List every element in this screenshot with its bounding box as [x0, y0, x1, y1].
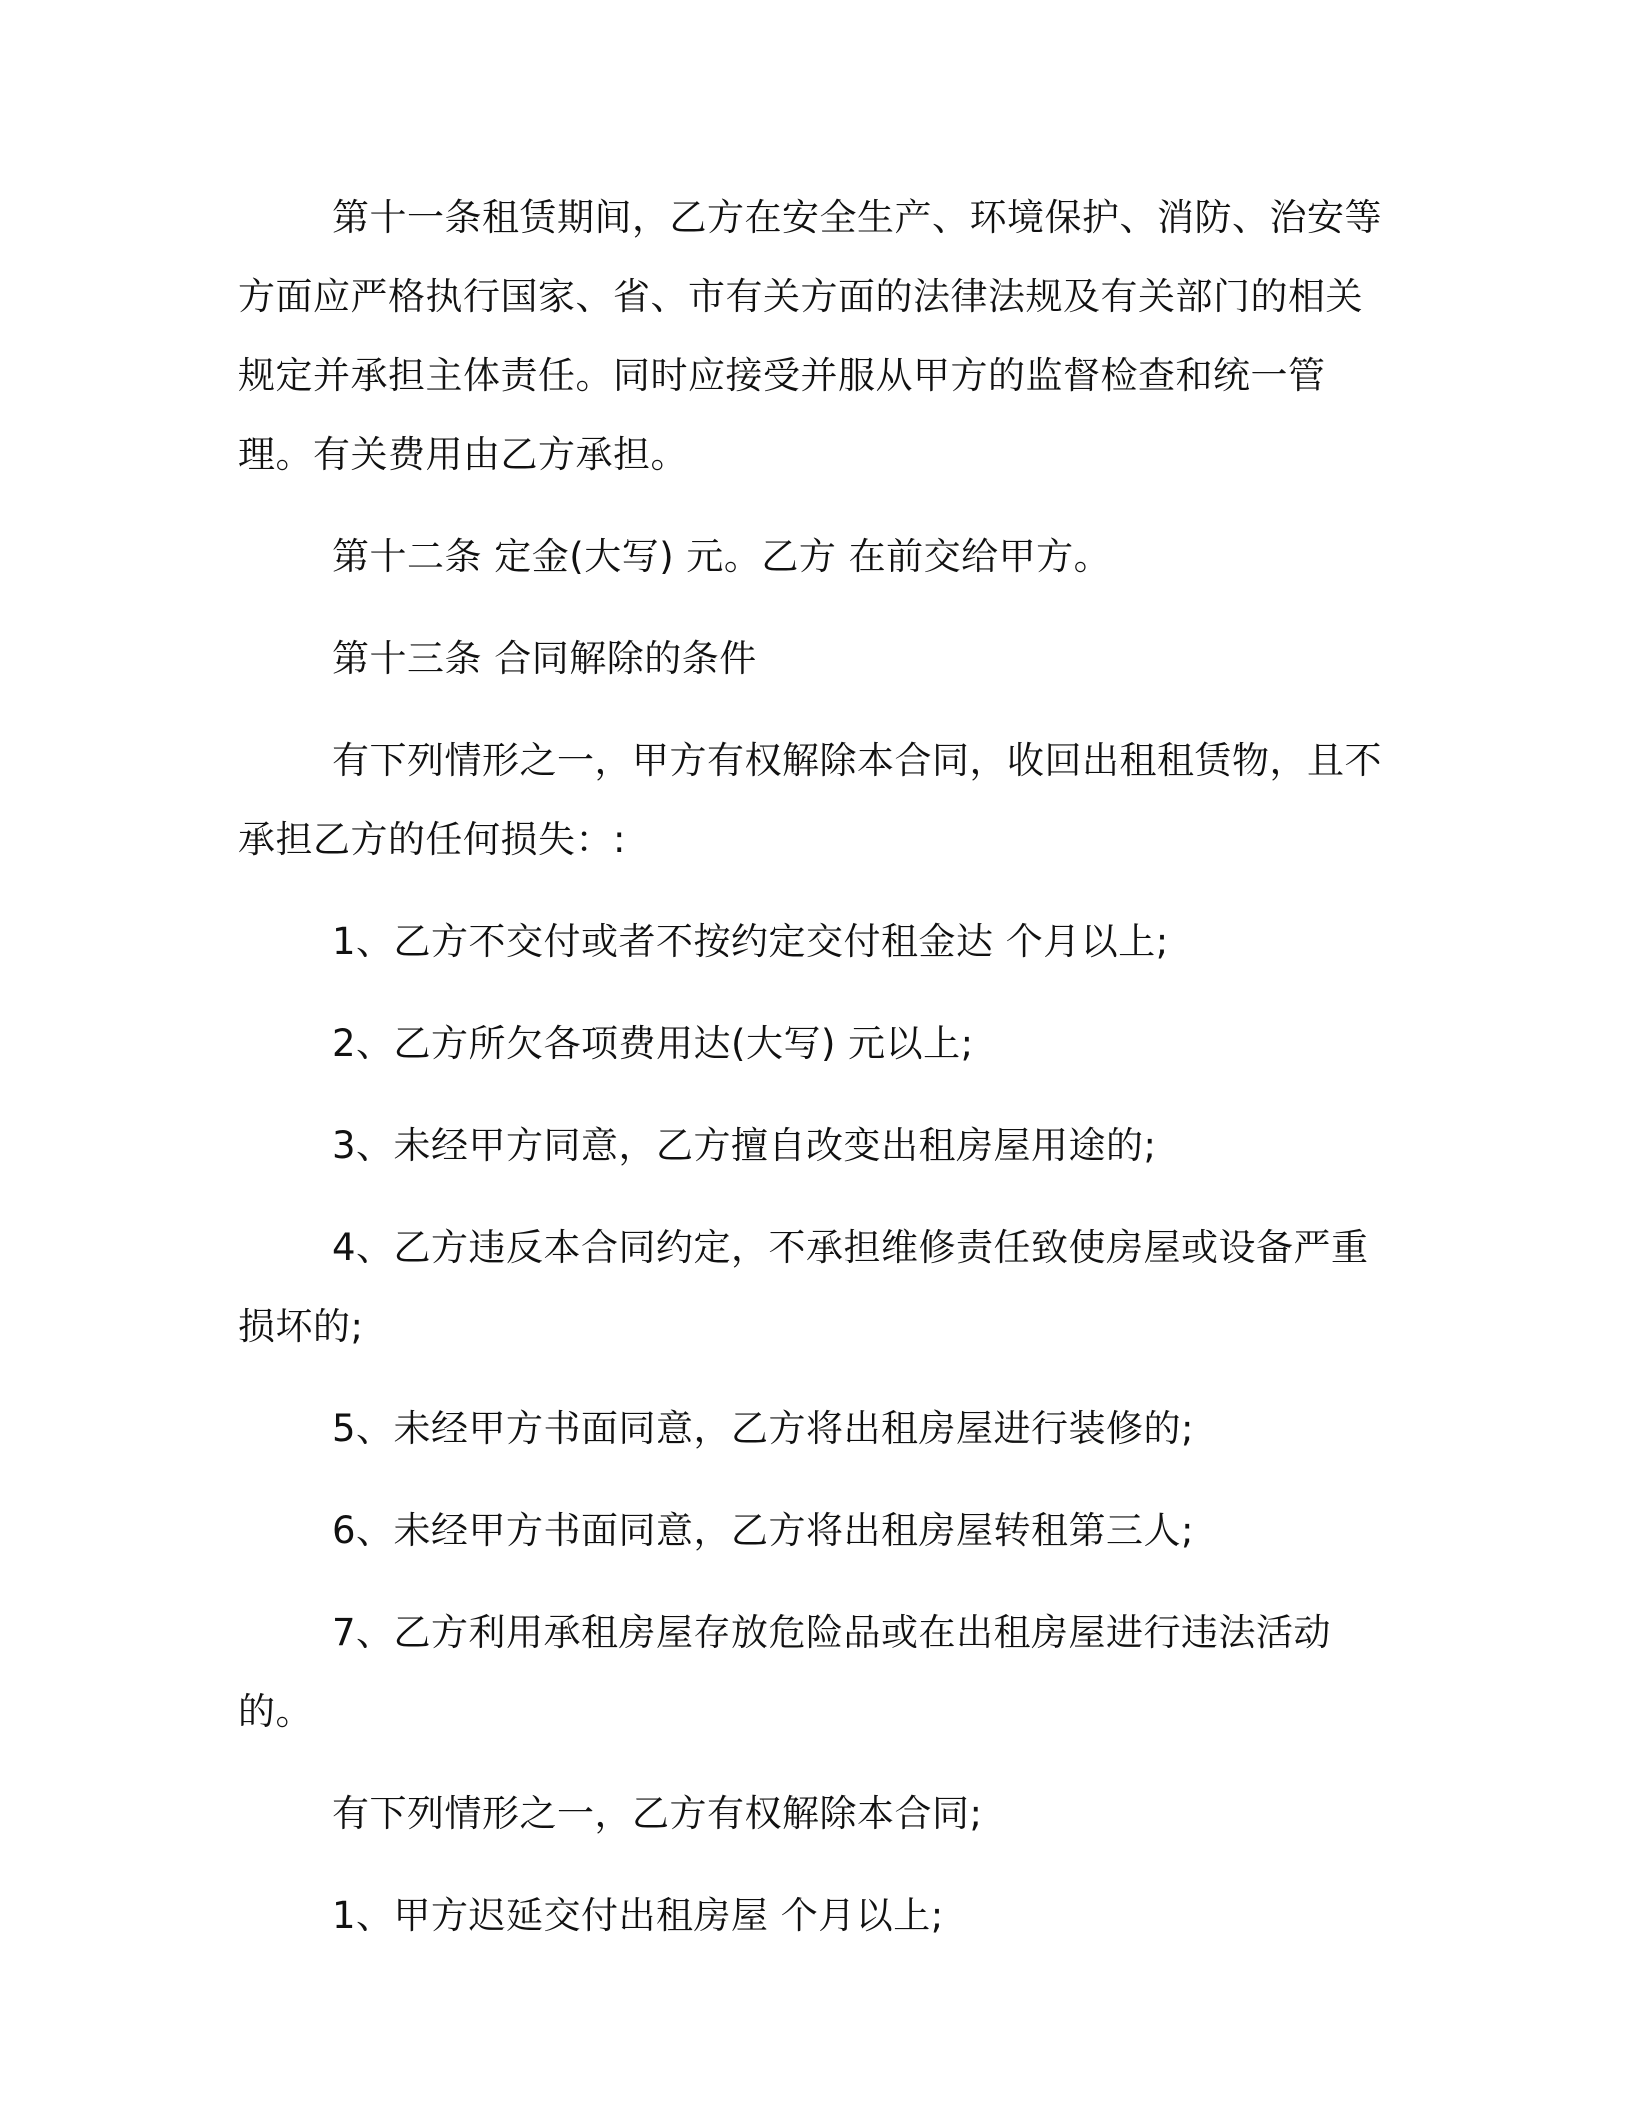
lessor-condition-3: 3、未经甲方同意，乙方擅自改变出租房屋用途的;: [332, 1124, 1157, 1167]
lessor-termination-intro: 有下列情形之一，甲方有权解除本合同，收回出租租赁物，且不承担乙方的任何损失：:: [238, 739, 1382, 861]
article-12-paragraph: 第十二条 定金(大写) 元。乙方 在前交给甲方。: [332, 535, 1112, 578]
lessor-condition-2: 2、乙方所欠各项费用达(大写) 元以上;: [332, 1022, 974, 1065]
lessee-termination-intro: 有下列情形之一，乙方有权解除本合同;: [332, 1792, 983, 1835]
article-11-paragraph: 第十一条租赁期间，乙方在安全生产、环境保护、消防、治安等方面应严格执行国家、省、市有关方面的法律法规及有关部门的相关规定并承担主体责任。同时应接受并服从甲方的监督检查和统一管理。有关费用由乙方承担。: [238, 196, 1382, 476]
lessor-condition-6: 6、未经甲方书面同意，乙方将出租房屋转租第三人;: [332, 1509, 1195, 1552]
document-body: [238, 178, 1388, 1955]
lessor-condition-5: 5、未经甲方书面同意，乙方将出租房屋进行装修的;: [332, 1407, 1195, 1450]
lessor-condition-4: 4、乙方违反本合同约定，不承担维修责任致使房屋或设备严重损坏的;: [238, 1226, 1369, 1348]
article-13-heading: 第十三条 合同解除的条件: [332, 637, 757, 680]
lessor-condition-1: 1、乙方不交付或者不按约定交付租金达 个月以上;: [332, 920, 1169, 963]
lessor-condition-7: 7、乙方利用承租房屋存放危险品或在出租房屋进行违法活动的。: [238, 1611, 1332, 1733]
lessee-condition-1: 1、甲方迟延交付出租房屋 个月以上;: [332, 1894, 944, 1937]
